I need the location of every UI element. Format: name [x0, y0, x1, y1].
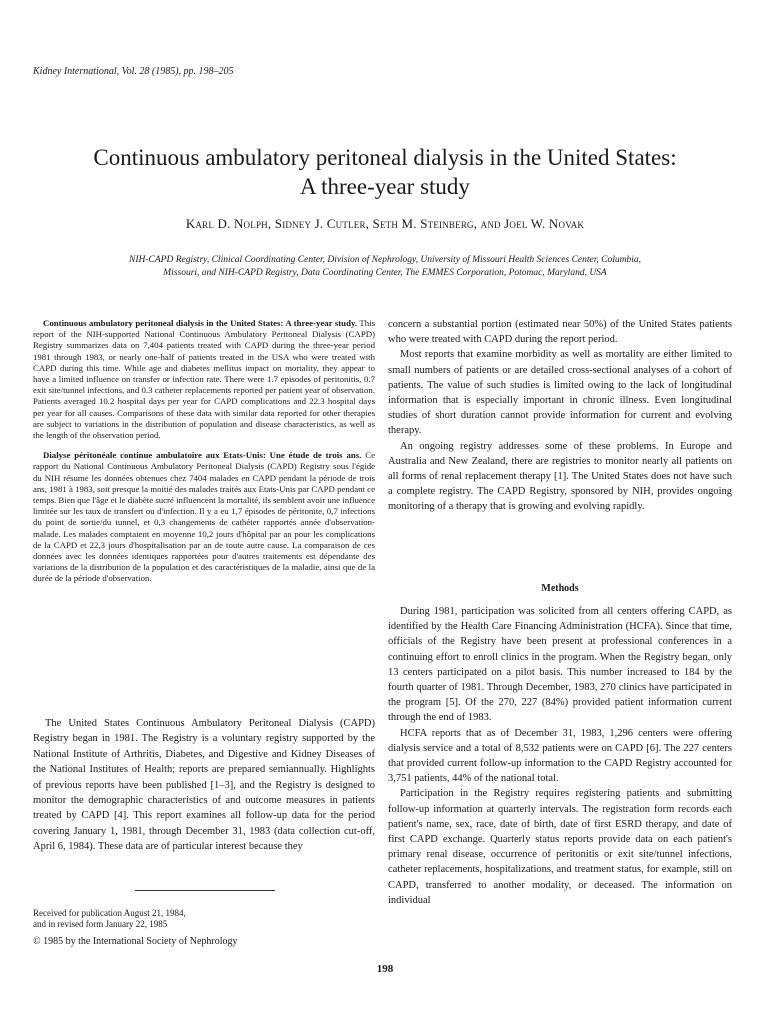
abstract-french-heading: Dialyse péritonéale continue ambulatoire aux Etats-Unis: Une étude de trois ans.	[43, 450, 362, 461]
methods-section	[388, 604, 732, 908]
copyright-notice: © 1985 by the International Society of Nephrology	[33, 936, 238, 947]
right-paragraph-1: concern a substantial portion (estimated near 50%) of the United States patients who were treated with CAPD during the report period.	[388, 319, 732, 346]
title-line-2: A three-year study	[300, 174, 470, 199]
page-number: 198	[376, 963, 394, 975]
right-column-intro	[388, 317, 732, 515]
revised-date: and in revised form January 22, 1985	[33, 919, 168, 929]
affiliation-line-2: Missouri, and NIH-CAPD Registry, Data Coordinating Center, The EMMES Corporation, Potomac, Maryland, USA	[163, 268, 607, 278]
abstract-english	[33, 318, 375, 441]
footnotes	[33, 908, 238, 947]
right-paragraph-2: Most reports that examine morbidity as well as mortality are either limited to small numbers of patients or are detailed cross-sectional analyses of a cohort of patients. The value of such studies is limited owing to the lack of longitudinal information that is especially important in chronic illness. Even longitudinal studies of short duration cannot provide information for current and evolving therapy.	[388, 349, 732, 437]
affiliation-line-1: NIH-CAPD Registry, Clinical Coordinating Center, Division of Nephrology, University of Missouri Health Sciences Center, Columbia,	[129, 255, 641, 265]
abstract-french-body: Ce rapport du National Continuous Ambulatory Peritoneal Dialysis (CAPD) Registry sous l'égide du NIH résume les données obtenues chez 7404 malades en CAPD pendant la période de trois ans, 1981 à 1983, soit presque la moitié des malades traités aux Etats-Unis par CAPD pendant ce temps. Bien que l'âge et le diabète sucré influencent la mortalité, ils semblent avoir une influence limitée sur les taux de transfert ou d'infection. Il y a eu 1,7 épisodes de péritonite, 0,7 infections du point de sortie/du tunnel, et 0,3 changements de cathéter rapportés année d'observation-malade. Les malades comptaient en moyenne 10,2 jours d'hôpital par an pour les complications de la CAPD et 22,3 jours d'hospitalisation par an de toute autre cause. La comparaison de ces données avec les données identiques rapportées pour d'autres traitements est dépendante des variations de la distribution de la population et des caractéristiques de la maladie, ainsi que de la durée de la période d'observation.	[33, 450, 375, 584]
abstract-english-heading: Continuous ambulatory peritoneal dialysis in the United States: A three-year study.	[43, 318, 358, 328]
methods-heading: Methods	[541, 583, 579, 594]
journal-citation: Kidney International, Vol. 28 (1985), pp. 198–205	[33, 66, 234, 77]
right-paragraph-3: An ongoing registry addresses some of these problems. In Europe and Australia and New Zealand, there are registries to monitor nearly all patients on all forms of renal replacement therapy [1]. The United States does not have such a complete registry. The CAPD Registry, sponsored by NIH, provides ongoing monitoring of a therapy that is growing and evolving rapidly.	[388, 440, 732, 513]
author-list: Karl D. Nolph, Sidney J. Cutler, Seth M. Steinberg, and Joel W. Novak	[185, 216, 585, 231]
received-date: Received for publication August 21, 1984,	[33, 908, 186, 918]
methods-paragraph-3: Participation in the Registry requires registering patients and submitting follow-up information at quarterly intervals. The registration form records each patient's name, sex, race, date of birth, date of first ESRD therapy, and date of first CAPD exchange. Quarterly status reports provide data on each patient's primary renal disease, occurrence of peritonitis or exit site/tunnel infections, catheter replacements, hospitalizations, and treatment status, for example, still on CAPD, transferred to another modality, or deceased. The information on individual	[388, 788, 732, 906]
abstract-french	[33, 450, 375, 584]
abstract-english-body: This report of the NIH-supported National Continuous Ambulatory Peritoneal Dialysis (CAPD) Registry summarizes data on 7,404 patients treated with CAPD during the three-year period 1981 through 1983, or nearly one-half of patients treated in the USA who were treated with CAPD during this time. While age and diabetes mellitus impact on mortality, they appear to have a limited influence on transfer or infection rate. There were 1.7 episodes of peritonitis, 0.7 exit site/tunnel infections, and 0.3 catheter replacements reported per patient year of observation. Patients averaged 10.2 hospital days per year for CAPD complications and 22.3 hospital days per year for all causes. Comparisons of these data with similar data reported for other therapies are subject to variations in the distribution of population and disease characteristics, as well as the length of the observation period.	[33, 318, 375, 441]
title-line-1: Continuous ambulatory peritoneal dialysis in the United States:	[93, 145, 677, 170]
article-title	[0, 143, 770, 201]
methods-paragraph-1: During 1981, participation was solicited from all centers offering CAPD, as identified by the Health Care Financing Administration (HCFA). Since that time, officials of the Registry have been present at professional conferences in a continuing effort to enroll clinics in the program. When the Registry began, only 13 centers participated on a pilot basis. This number increased to 184 by the fourth quarter of 1981. Through December, 1983, 270 clinics have participated in the program [5]. Of the 270, 227 (84%) provided patient information current through the end of 1983.	[388, 606, 732, 724]
methods-paragraph-2: HCFA reports that as of December 31, 1983, 1,296 centers were offering dialysis service and a total of 8,532 patients were on CAPD [6]. The 227 centers that provided current follow-up information to the CAPD Registry accounted for 3,751 patients, 44% of the national total.	[388, 727, 732, 785]
footnote-divider	[135, 890, 275, 891]
abstract-block	[33, 318, 375, 594]
introduction	[33, 716, 375, 855]
affiliations	[60, 254, 710, 280]
intro-paragraph: The United States Continuous Ambulatory Peritoneal Dialysis (CAPD) Registry began in 1981. The Registry is a voluntary registry supported by the National Institute of Arthritis, Diabetes, and Digestive and Kidney Diseases of the National Institutes of Health; reports are prepared semiannually. Highlights of previous reports have been published [1–3], and the Registry is designed to monitor the demographic characteristics of and outcome measures in patients treated by CAPD [4]. This report examines all follow-up data for the period covering January 1, 1981, through December 31, 1983 (data collection cut-off, April 6, 1984). These data are of particular interest because they	[33, 718, 375, 853]
